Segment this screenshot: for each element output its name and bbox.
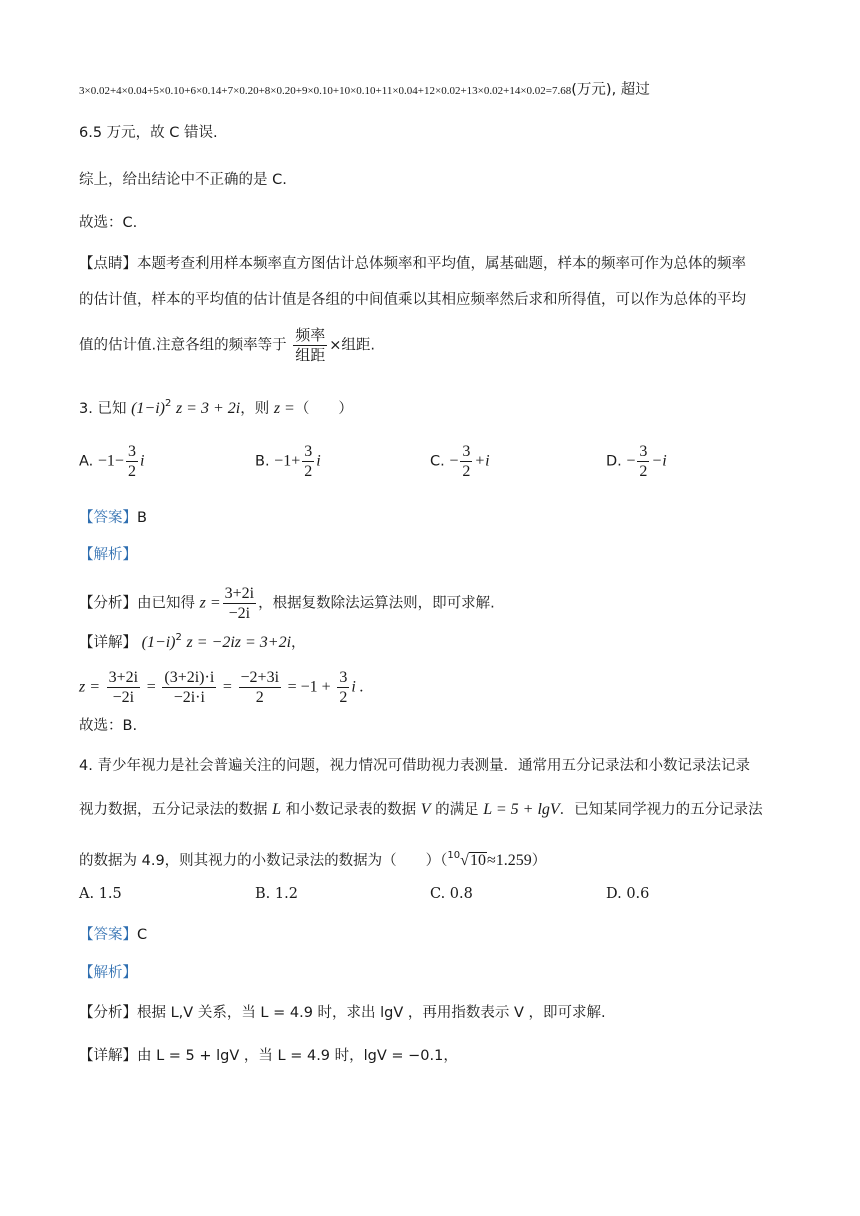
fenxi-text: 根据 L,V 关系，当 L = 4.9 时，求出 lgV ，再用指数表示 V ，即可求解. — [137, 1005, 606, 1021]
approx-value: ≈1.259 — [486, 852, 532, 869]
choice-line: 故选：C. — [79, 215, 138, 231]
option-post: i — [316, 452, 321, 470]
calc-fraction-4 — [337, 668, 349, 707]
sum-expression: 3×0.02+4×0.04+5×0.10+6×0.14+7×0.20+8×0.20+9×0.10+10×0.10+11×0.04+12×0.02+13×0.02+14×0.02=7.68 — [79, 85, 572, 97]
fraction-denominator: 2 — [255, 689, 264, 706]
analysis-3-tag: 【解析】 — [79, 547, 137, 563]
answer-value: B — [137, 510, 147, 526]
option-post: +i — [474, 452, 490, 470]
fraction-denominator: 组距 — [295, 346, 326, 364]
option-pre: −1+ — [274, 452, 301, 470]
answer-4-line — [79, 925, 147, 945]
question-3-z: z = — [273, 400, 295, 417]
question-3-equation: z = 3 + 2i — [175, 400, 241, 417]
fraction-numerator: −2+3i — [240, 669, 280, 686]
option-pre: − — [626, 452, 636, 470]
fenxi-z: z = — [199, 594, 221, 612]
option-fraction — [126, 442, 138, 481]
frequency-fraction — [293, 326, 327, 365]
fraction-denominator: 2 — [462, 463, 471, 480]
q4-var-l: L — [272, 801, 282, 818]
detail-4-line — [79, 1046, 458, 1066]
comment-line-3 — [79, 326, 375, 365]
question-4-line-3 — [79, 846, 546, 871]
q4-text: 视力数据，五分记录法的数据 — [79, 802, 268, 818]
option-post: −i — [651, 452, 667, 470]
option-c — [430, 442, 490, 481]
fraction-denominator: −2i — [228, 605, 251, 622]
detail-expr: (1−i) — [141, 634, 176, 651]
comment-line-1 — [79, 254, 746, 274]
option-fraction — [460, 442, 472, 481]
q4-option-d: D. 0.6 — [606, 886, 650, 902]
option-d — [606, 442, 667, 481]
question-3-blank: （ ） — [294, 401, 353, 417]
fenxi-fraction — [223, 584, 256, 623]
comment-tag: 【点睛】 — [79, 256, 137, 272]
detail-rest: z = −2iz = 3+2i — [186, 634, 292, 651]
detail-text: 由 L = 5 + lgV ，当 L = 4.9 时，lgV = −0.1， — [137, 1048, 458, 1064]
root-sign: √ — [460, 852, 469, 869]
fraction-numerator: 3+2i — [224, 585, 255, 602]
fenxi-tag: 【分析】 — [79, 1005, 137, 1021]
q4-option-b: B. 1.2 — [255, 886, 298, 902]
fraction-numerator: 频率 — [295, 326, 326, 344]
q4-var-v: V — [420, 801, 431, 818]
option-post: i — [139, 452, 145, 470]
option-pre: −1− — [97, 452, 124, 470]
sum-unit: (万元) — [571, 82, 612, 98]
analysis-4-fenxi — [79, 1003, 606, 1023]
question-3-stem — [79, 394, 353, 419]
fenxi-post: ，根据复数除法运算法则，即可求解. — [258, 595, 495, 612]
calc-tail: i . — [351, 678, 364, 696]
q4-text: 的数据为 4.9，则其视力的小数记录法的数据为（ ）（ — [79, 853, 448, 869]
detail-tag: 【详解】 — [79, 635, 137, 651]
fenxi-pre: 由已知得 — [137, 595, 195, 612]
fraction-denominator: 2 — [639, 463, 648, 480]
calc-z: z = — [79, 678, 101, 696]
calc-equals: = — [222, 678, 232, 696]
sum-expression-line — [79, 80, 650, 101]
answer-3-line — [79, 508, 147, 528]
q4-text: ） — [531, 853, 547, 869]
question-4-line-1: 4. 青少年视力是社会普遍关注的问题，视力情况可借助视力表测量．通常用五分记录法和小数记录法记录 — [79, 758, 750, 774]
option-label: B. — [255, 453, 270, 470]
q4-text: 和小数记录表的数据 — [285, 802, 417, 818]
fenxi-tag: 【分析】 — [79, 595, 137, 612]
calculation-line — [79, 668, 364, 707]
q4-option-c: C. 0.8 — [430, 886, 473, 902]
detail-3-line — [79, 628, 306, 653]
conclusion-line: 6.5 万元，故 C 错误. — [79, 125, 218, 141]
option-label: C. — [430, 453, 445, 470]
question-4-line-2 — [79, 800, 763, 820]
calc-fraction-2 — [162, 668, 216, 707]
answer-tag: 【答案】 — [79, 510, 137, 526]
fraction-denominator: −2i — [112, 689, 135, 706]
question-3-expr: (1−i) — [131, 400, 165, 417]
fraction-denominator: 2 — [304, 463, 313, 480]
comment-line-2: 的估计值，样本的平均值的估计值是各组的中间值乘以其相应频率然后求和所得值，可以作为总体的平均 — [79, 292, 746, 308]
comment-text-1: 本题考查利用样本频率直方图估计总体频率和平均值，属基础题，样本的频率可作为总体的频率 — [137, 256, 746, 272]
calc-equals: = — [146, 678, 156, 696]
choose-3-line: 故选：B. — [79, 718, 138, 734]
calc-fraction-1 — [107, 668, 140, 707]
option-fraction — [302, 442, 314, 481]
fraction-numerator: 3 — [639, 443, 648, 460]
fraction-numerator: (3+2i)·i — [164, 669, 215, 686]
q4-text: 的满足 — [435, 802, 479, 818]
option-b — [255, 442, 321, 481]
answer-value: C — [137, 927, 148, 943]
root-index: 10 — [447, 850, 461, 861]
answer-tag: 【答案】 — [79, 927, 137, 943]
q4-text: ．已知某同学视力的五分记录法 — [559, 802, 763, 818]
fraction-denominator: 2 — [339, 689, 348, 706]
fraction-numerator: 3 — [462, 443, 471, 460]
question-3-prefix: 3. 已知 — [79, 401, 127, 417]
option-label: D. — [606, 453, 622, 470]
calc-fraction-3 — [239, 668, 282, 707]
summary-line: 综上，给出结论中不正确的是 C. — [79, 172, 287, 188]
comment-text-3: 值的估计值.注意各组的频率等于 — [79, 337, 287, 354]
detail-exponent: 2 — [175, 632, 182, 643]
fraction-numerator: 3+2i — [108, 669, 139, 686]
fraction-denominator: −2i·i — [173, 689, 205, 706]
root-radicand: 10 — [469, 852, 486, 869]
calc-equals: = −1 + — [287, 678, 331, 696]
analysis-4-tag: 【解析】 — [79, 965, 137, 981]
option-label: A. — [79, 453, 94, 470]
option-pre: − — [449, 452, 459, 470]
question-3-connector: ，则 — [240, 401, 270, 417]
q4-formula: L = 5 + lgV — [483, 801, 560, 818]
sum-tail: , 超过 — [611, 82, 650, 98]
fraction-numerator: 3 — [339, 669, 348, 686]
analysis-3-fenxi — [79, 584, 495, 623]
option-a — [79, 442, 144, 481]
comment-text-3-tail: ×组距. — [329, 337, 375, 354]
detail-end: ， — [291, 635, 306, 651]
fraction-numerator: 3 — [304, 443, 313, 460]
detail-tag: 【详解】 — [79, 1048, 137, 1064]
option-fraction — [637, 442, 649, 481]
question-3-exponent: 2 — [164, 398, 172, 409]
fraction-denominator: 2 — [127, 463, 136, 480]
fraction-numerator: 3 — [127, 443, 136, 460]
q4-option-a: A. 1.5 — [79, 886, 122, 902]
